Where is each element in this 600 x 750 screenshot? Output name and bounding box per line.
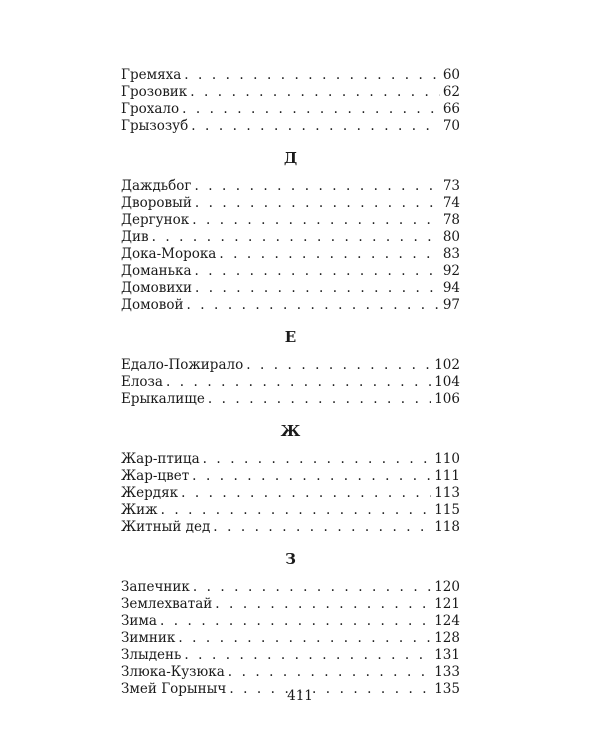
toc-entry[interactable] [121, 357, 460, 374]
section-heading: Ж [280, 422, 301, 440]
dot-leader [190, 84, 440, 101]
entry-title: Дока-Морока [121, 246, 217, 262]
toc-entry[interactable] [121, 246, 460, 263]
entry-page: 70 [442, 118, 460, 134]
entry-page: 120 [434, 579, 460, 595]
entry-title: Ерыкалище [121, 391, 205, 407]
dot-leader [184, 67, 440, 84]
dot-leader [186, 297, 439, 314]
table-of-contents [121, 67, 460, 698]
dot-leader [203, 451, 432, 468]
entry-title: Злюка-Кузюка [121, 664, 225, 680]
dot-leader [192, 468, 431, 485]
entry-page: 124 [434, 613, 460, 629]
dot-leader [192, 212, 440, 229]
entry-title: Жар-цвет [121, 468, 190, 484]
toc-entry[interactable] [121, 647, 460, 664]
entry-page: 78 [442, 212, 460, 228]
entry-title: Грызозуб [121, 118, 189, 134]
toc-section-e [121, 327, 460, 408]
dot-leader [213, 519, 431, 536]
toc-entry[interactable] [121, 178, 460, 195]
entry-page: 104 [434, 374, 460, 390]
entry-title: Змей Горыныч [121, 681, 227, 697]
entry-page: 106 [434, 391, 460, 407]
entry-page: 115 [434, 502, 460, 518]
section-heading: Д [283, 149, 298, 167]
dot-leader [191, 118, 440, 135]
toc-entry[interactable] [121, 212, 460, 229]
entry-title: Дворовый [121, 195, 192, 211]
section-heading: Е [284, 328, 297, 346]
entry-page: 110 [434, 451, 460, 467]
toc-entry[interactable] [121, 263, 460, 280]
page-number: 411 [287, 688, 313, 704]
entry-page: 133 [434, 664, 460, 680]
entry-title: Домовихи [121, 280, 192, 296]
dot-leader [219, 246, 439, 263]
entry-page: 73 [442, 178, 460, 194]
dot-leader [182, 101, 440, 118]
entry-page: 102 [434, 357, 460, 373]
entry-page: 128 [434, 630, 460, 646]
entry-title: Злыдень [121, 647, 182, 663]
entry-page: 74 [442, 195, 460, 211]
toc-entry[interactable] [121, 374, 460, 391]
entry-page: 113 [434, 485, 460, 501]
entry-title: Домовой [121, 297, 184, 313]
entry-page: 92 [442, 263, 460, 279]
toc-entry[interactable] [121, 391, 460, 408]
toc-entry[interactable] [121, 613, 460, 630]
toc-entry[interactable] [121, 297, 460, 314]
entry-page: 66 [442, 101, 460, 117]
entry-title: Див [121, 229, 149, 245]
dot-leader [161, 502, 432, 519]
toc-section-zh [121, 421, 460, 536]
toc-entry[interactable] [121, 280, 460, 297]
entry-page: 94 [442, 280, 460, 296]
toc-entry[interactable] [121, 67, 460, 84]
dot-leader [184, 647, 431, 664]
entry-title: Грозовик [121, 84, 188, 100]
section-heading: З [285, 550, 296, 568]
dot-leader [195, 280, 440, 297]
entry-title: Грохало [121, 101, 180, 117]
dot-leader [193, 579, 431, 596]
toc-entry[interactable] [121, 101, 460, 118]
dot-leader [208, 391, 431, 408]
toc-entry[interactable] [121, 485, 460, 502]
entry-page: 111 [434, 468, 460, 484]
entry-title: Жердяк [121, 485, 179, 501]
toc-entry[interactable] [121, 229, 460, 246]
entry-page: 80 [442, 229, 460, 245]
dot-leader [195, 263, 440, 280]
dot-leader [228, 664, 431, 681]
entry-title: Запечник [121, 579, 190, 595]
toc-entry[interactable] [121, 84, 460, 101]
entry-title: Жар-птица [121, 451, 200, 467]
entry-title: Елоза [121, 374, 163, 390]
entry-title: Житный дед [121, 519, 211, 535]
toc-entry[interactable] [121, 502, 460, 519]
entry-page: 118 [434, 519, 460, 535]
dot-leader [195, 195, 440, 212]
entry-page: 60 [442, 67, 460, 83]
entry-page: 83 [442, 246, 460, 262]
dot-leader [178, 630, 431, 647]
dot-leader [215, 596, 431, 613]
toc-section-z [121, 549, 460, 698]
toc-entry[interactable] [121, 579, 460, 596]
toc-entry[interactable] [121, 118, 460, 135]
entry-title: Едало-Пожирало [121, 357, 244, 373]
dot-leader [181, 485, 431, 502]
toc-entry[interactable] [121, 664, 460, 681]
dot-leader [194, 178, 439, 195]
entry-title: Жиж [121, 502, 158, 518]
entry-title: Гремяха [121, 67, 182, 83]
entry-title: Зимник [121, 630, 176, 646]
toc-section-g [121, 67, 460, 135]
entry-title: Доманька [121, 263, 192, 279]
entry-title: Землехватай [121, 596, 213, 612]
toc-section-d [121, 148, 460, 314]
dot-leader [166, 374, 431, 391]
toc-entry[interactable] [121, 468, 460, 485]
dot-leader [246, 357, 431, 374]
entry-page: 97 [442, 297, 460, 313]
dot-leader [160, 613, 431, 630]
toc-entry[interactable] [121, 451, 460, 468]
dot-leader [152, 229, 440, 246]
toc-entry[interactable] [121, 596, 460, 613]
entry-page: 121 [434, 596, 460, 612]
toc-entry[interactable] [121, 195, 460, 212]
entry-title: Зима [121, 613, 157, 629]
entry-title: Даждьбог [121, 178, 192, 194]
entry-page: 135 [434, 681, 460, 697]
toc-entry[interactable] [121, 630, 460, 647]
toc-entry[interactable] [121, 519, 460, 536]
entry-page: 62 [442, 84, 460, 100]
entry-page: 131 [434, 647, 460, 663]
entry-title: Дергунок [121, 212, 190, 228]
